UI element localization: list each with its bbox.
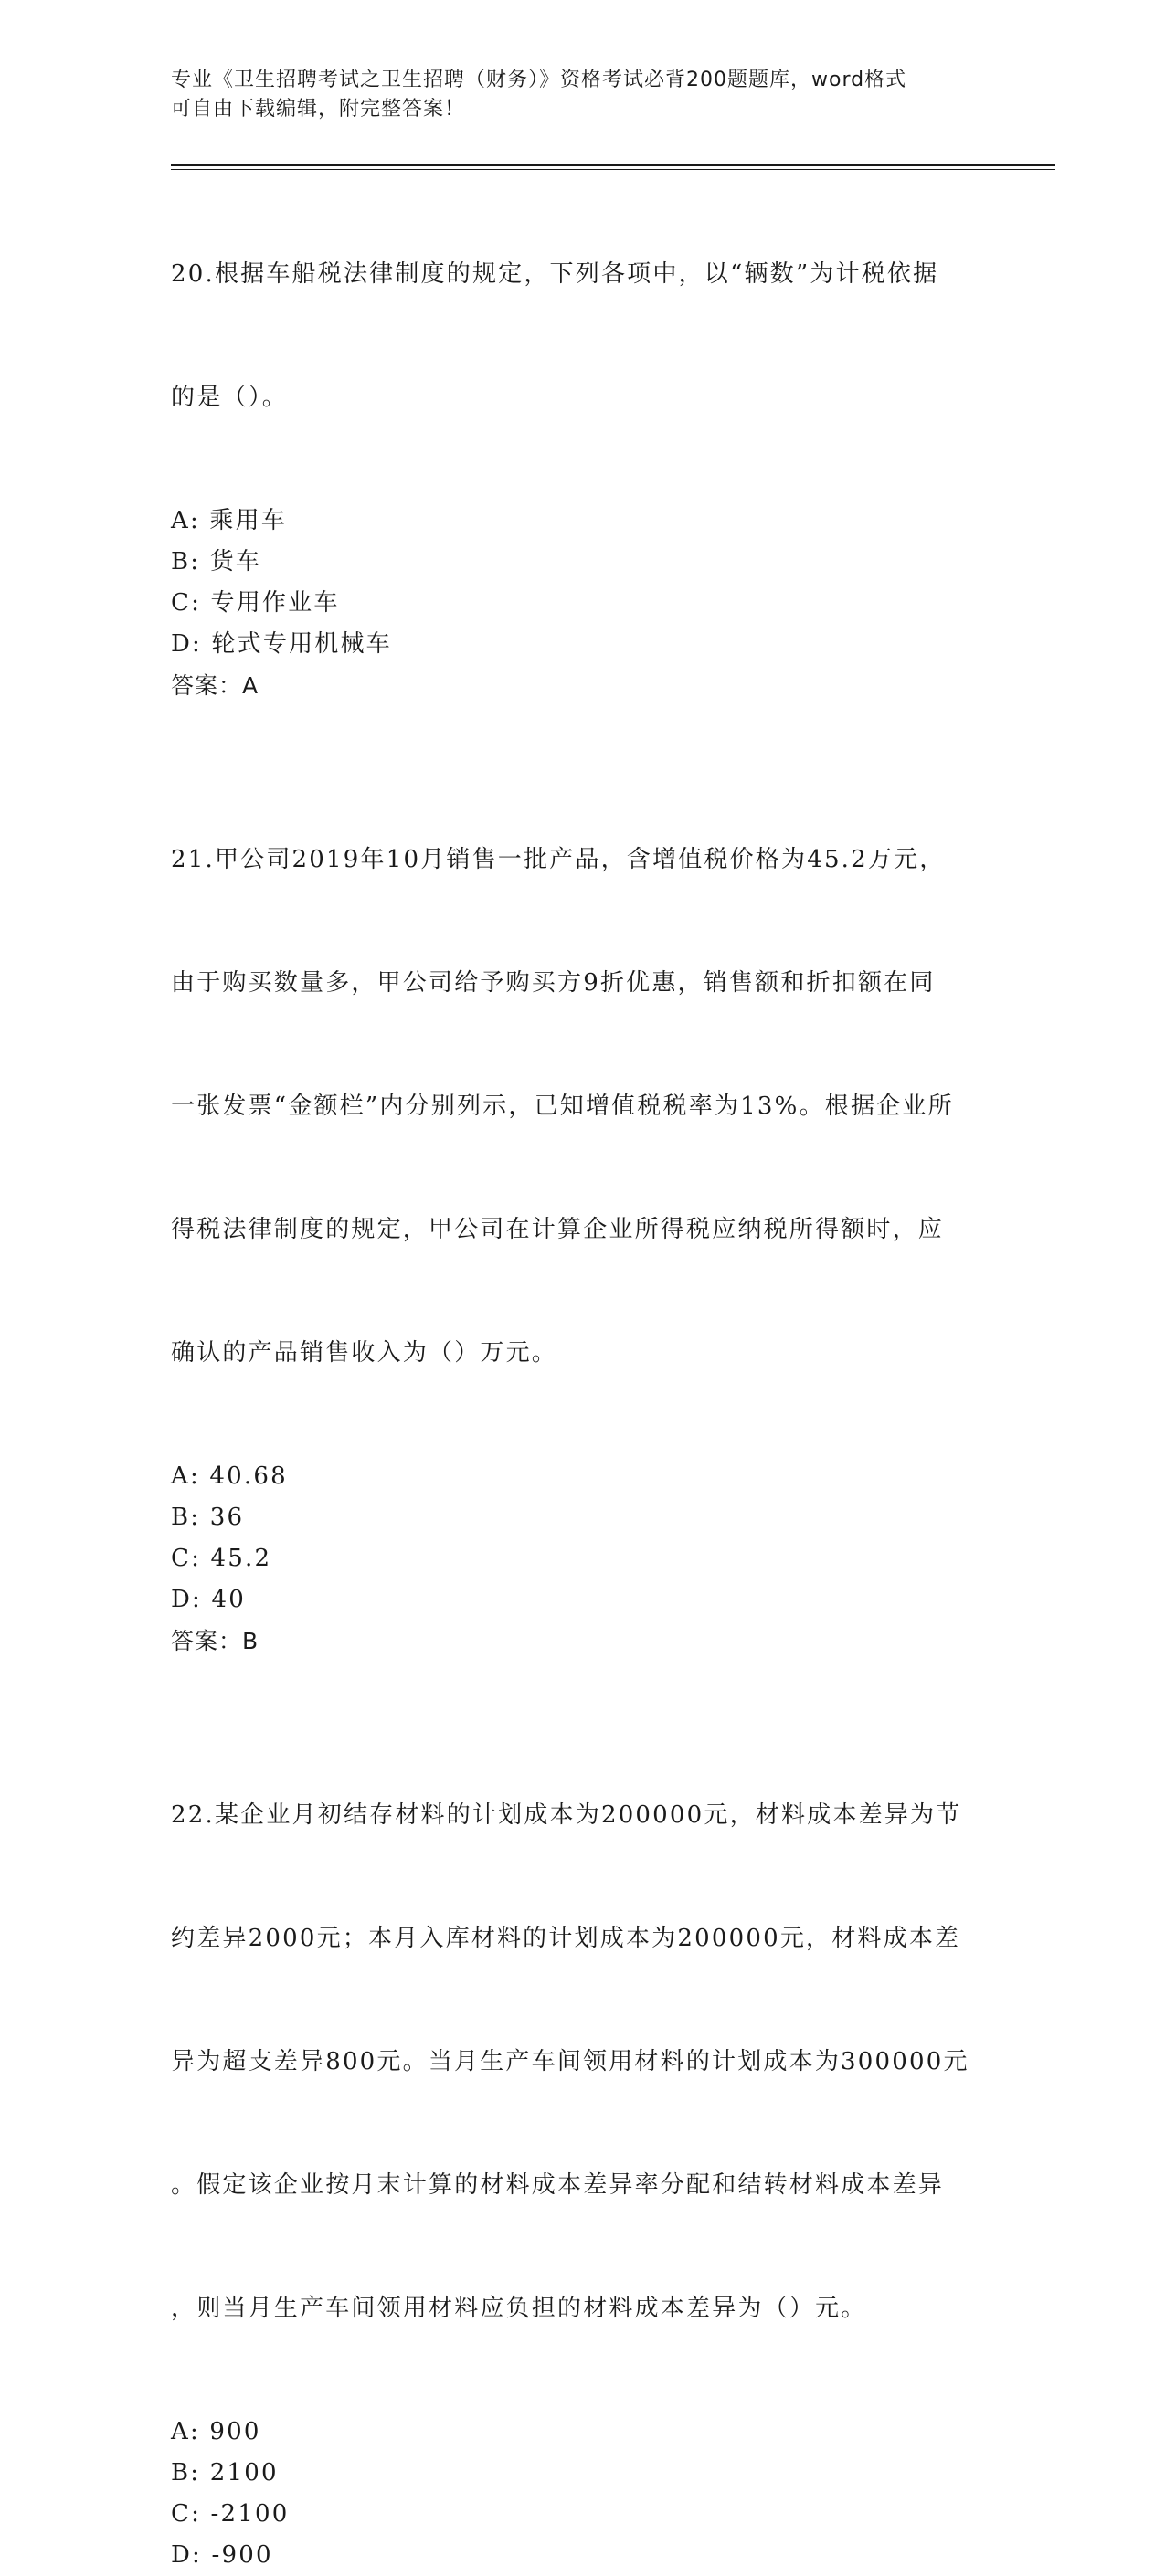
stem-line: 的是（）。 [171, 384, 289, 411]
stem-line: ，则当月生产车间领用材料应负担的材料成本差异为（）元。 [171, 2295, 867, 2322]
stem-line: 21.甲公司2019年10月销售一批产品，含增值税价格为45.2万元， [171, 846, 946, 873]
option-a: A: 40.68 [171, 1462, 288, 1490]
stem-line: 确认的产品销售收入为（）万元。 [171, 1339, 558, 1367]
option-c: C: 专用作业车 [171, 589, 340, 617]
question-stem [171, 757, 993, 1456]
stem-line: 22.某企业月初结存材料的计划成本为200000元，材料成本差异为节 [171, 1801, 962, 1829]
question-spacer [171, 1662, 993, 1713]
option-b: B: 36 [171, 1504, 245, 1531]
stem-line: 约差异2000元；本月入库材料的计划成本为200000元，材料成本差 [171, 1925, 961, 1952]
question-spacer [171, 706, 993, 757]
option-d: D: 40 [171, 1586, 246, 1613]
question-21 [171, 757, 993, 1662]
answer-line: 答案：A [171, 672, 259, 699]
option-a: A: 900 [171, 2418, 261, 2445]
question-20 [171, 172, 993, 706]
stem-line: 得税法律制度的规定，甲公司在计算企业所得税应纳税所得额时，应 [171, 1216, 945, 1243]
question-22 [171, 1713, 993, 2576]
header-rule-thin [171, 169, 1055, 170]
option-d: D: -900 [171, 2541, 273, 2569]
stem-line: 由于购买数量多，甲公司给予购买方9折优惠，销售额和折扣额在同 [171, 969, 936, 997]
option-c: C: 45.2 [171, 1545, 272, 1572]
option-a: A: 乘用车 [171, 507, 288, 534]
question-stem [171, 1713, 993, 2412]
answer-line: 答案：B [171, 1628, 259, 1654]
stem-line: 一张发票“金额栏”内分别列示，已知增值税税率为13%。根据企业所 [171, 1093, 954, 1120]
option-c: C: -2100 [171, 2500, 290, 2528]
option-d: D: 轮式专用机械车 [171, 630, 392, 658]
stem-line: 。假定该企业按月末计算的材料成本差异率分配和结转材料成本差异 [171, 2171, 945, 2199]
stem-line: 20.根据车船税法律制度的规定，下列各项中，以“辆数”为计税依据 [171, 260, 939, 288]
option-b: B: 货车 [171, 548, 262, 575]
header-line-2: 可自由下载编辑，附完整答案！ [171, 98, 466, 121]
question-list [171, 172, 993, 2576]
question-stem [171, 172, 993, 501]
header-rule-thick [171, 164, 1055, 166]
document-header [171, 66, 975, 124]
stem-line: 异为超支差异800元。当月生产车间领用材料的计划成本为300000元 [171, 2048, 969, 2075]
header-line-1: 专业《卫生招聘考试之卫生招聘（财务）》资格考试必背200题题库，word格式 [171, 69, 907, 91]
option-b: B: 2100 [171, 2459, 279, 2486]
